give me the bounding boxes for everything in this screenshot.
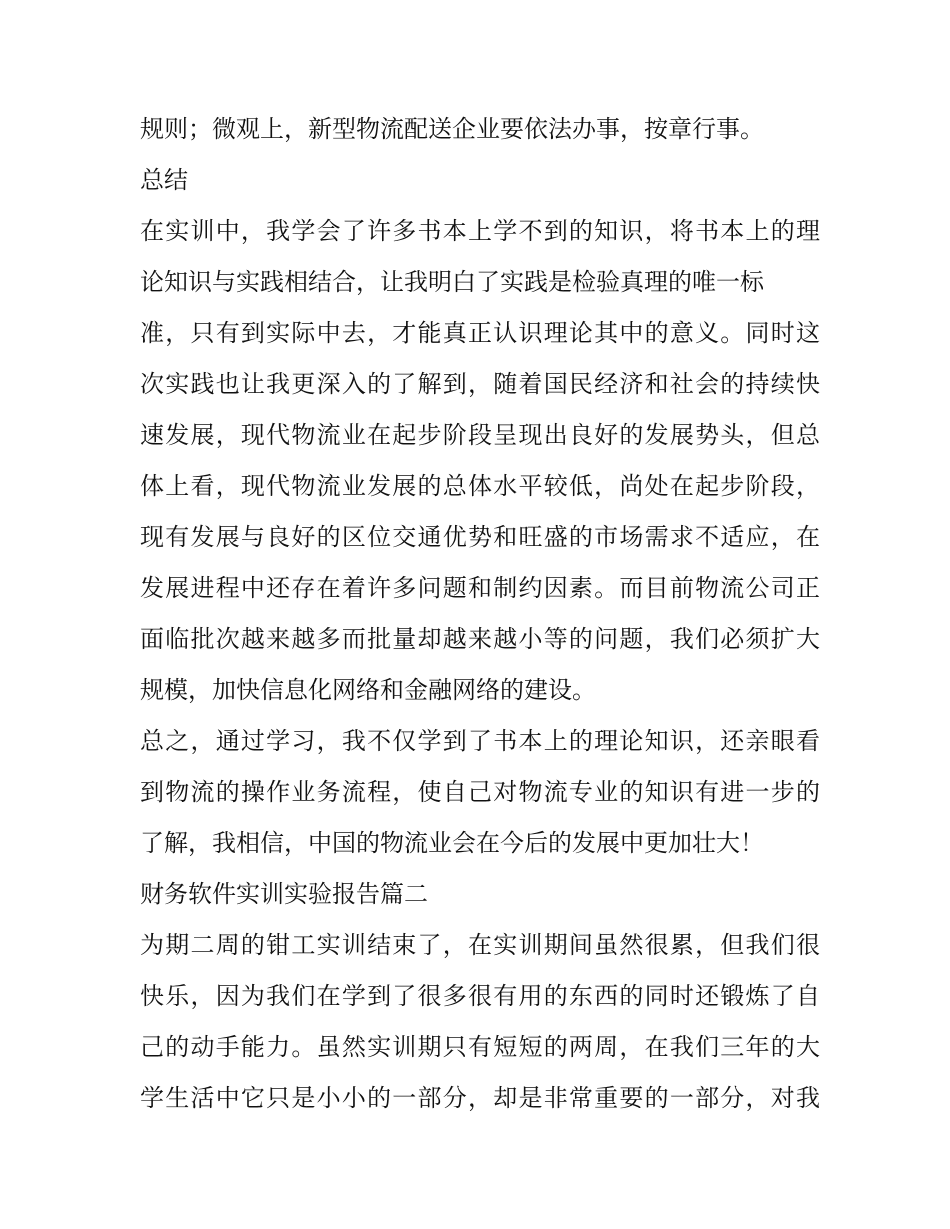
text-line: 论知识与实践相结合，让我明白了实践是检验真理的唯一标 — [140, 268, 764, 296]
text-line: 速发展，现代物流业在起步阶段呈现出良好的发展势头，但总 — [140, 421, 820, 449]
text-line: 准，只有到实际中去，才能真正认识理论其中的意义。同时这 — [140, 319, 820, 347]
text-line: 快乐，因为我们在学到了很多很有用的东西的同时还锻炼了自 — [140, 982, 820, 1010]
text-line: 次实践也让我更深入的了解到，随着国民经济和社会的持续快 — [140, 370, 820, 398]
text-line: 规则；微观上，新型物流配送企业要依法办事，按章行事。 — [140, 115, 764, 143]
section-heading-report-part-two: 财务软件实训实验报告篇二 — [140, 880, 428, 908]
text-line: 体上看，现代物流业发展的总体水平较低，尚处在起步阶段， — [140, 472, 820, 500]
text-line: 为期二周的钳工实训结束了，在实训期间虽然很累，但我们很 — [140, 931, 820, 959]
text-line: 了解，我相信，中国的物流业会在今后的发展中更加壮大！ — [140, 829, 764, 857]
text-line: 面临批次越来越多而批量却越来越小等的问题，我们必须扩大 — [140, 625, 820, 653]
text-line: 规模，加快信息化网络和金融网络的建设。 — [140, 676, 596, 704]
text-line: 在实训中，我学会了许多书本上学不到的知识，将书本上的理 — [140, 217, 820, 245]
section-heading-summary: 总结 — [140, 166, 188, 194]
text-line: 总之，通过学习，我不仅学到了书本上的理论知识，还亲眼看 — [140, 727, 820, 755]
text-line: 己的动手能力。虽然实训期只有短短的两周，在我们三年的大 — [140, 1033, 820, 1061]
text-line: 发展进程中还存在着许多问题和制约因素。而目前物流公司正 — [140, 574, 820, 602]
text-line: 到物流的操作业务流程，使自己对物流专业的知识有进一步的 — [140, 778, 820, 806]
text-line: 学生活中它只是小小的一部分，却是非常重要的一部分，对我 — [140, 1084, 820, 1112]
text-line: 现有发展与良好的区位交通优势和旺盛的市场需求不适应，在 — [140, 523, 820, 551]
